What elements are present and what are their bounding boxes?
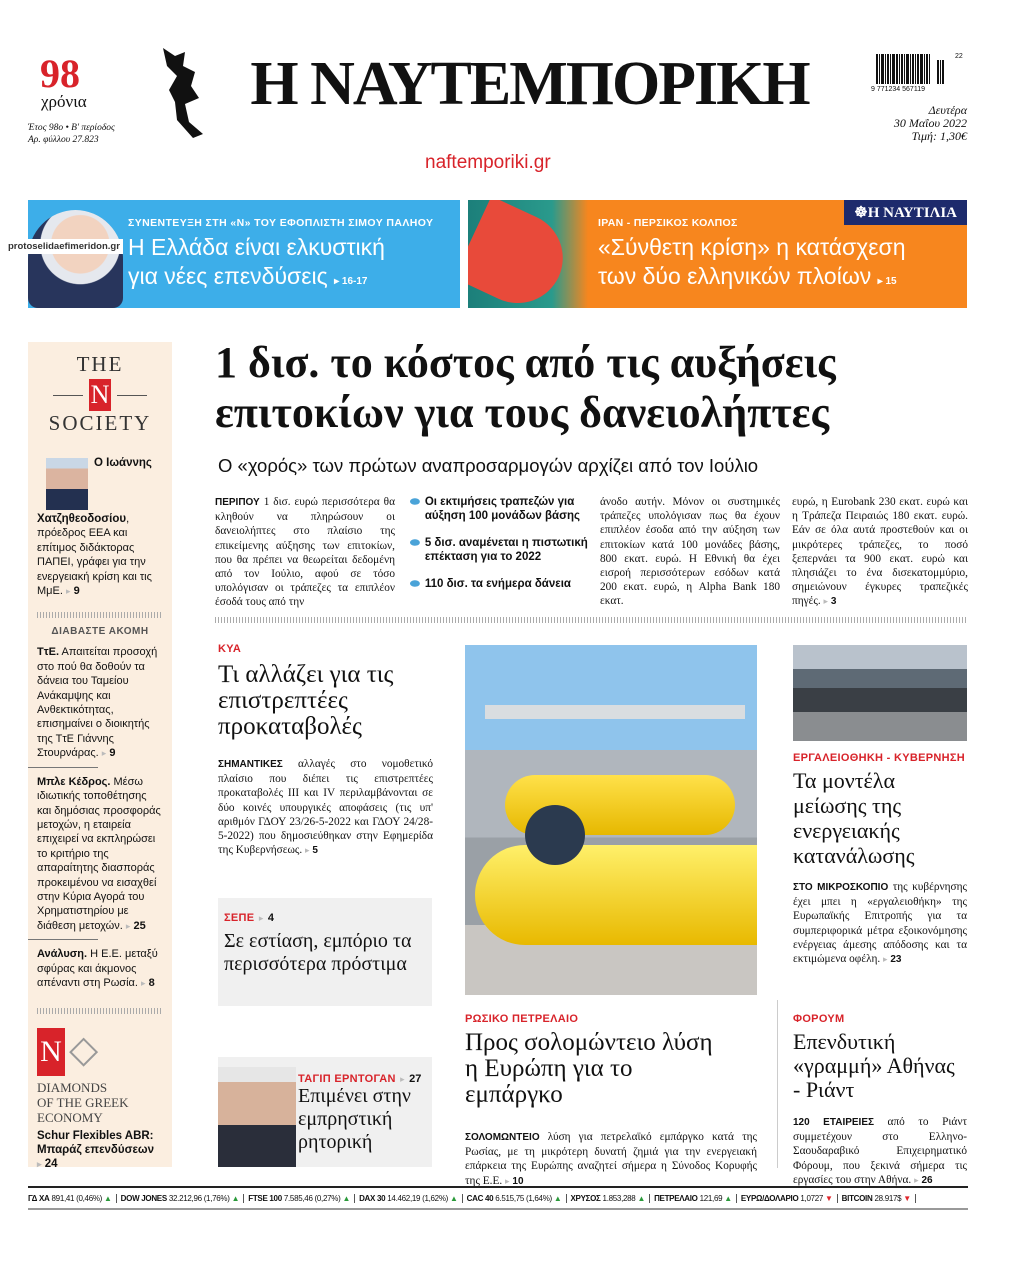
ticker-value: 1,0727	[800, 1193, 824, 1203]
ticker-value: 891,41 (0,46%)	[51, 1193, 103, 1203]
kya-body: ΣΗΜΑΝΤΙΚΕΣ αλλαγές στο νομοθετικό πλαίσιο που διέπει τις επιστρεπτέες προκαταβολές ΙΙΙ και IV περιλαμβάνονται σε δύο κοινές υπουργικές αποφάσεις (τις υπ' αριθμόν ΓΔΟΥ 23/26-5-2022 και ΓΔΟΥ 24/28-5-2022) που δημοσιεύθηκαν στην Εφημερίδα της Κυβερνήσεως. ▸ 5	[218, 758, 433, 857]
erdogan-headline: Επιμένει στην εμπρηστική ρητορική	[298, 1085, 411, 1153]
nautilia-badge: ☸Η ΝΑΥΤΙΛΙΑ	[844, 200, 967, 225]
issue-line: Έτος 98ο • Β' περίοδος	[28, 123, 115, 133]
ticker-item	[838, 1194, 916, 1203]
website-link[interactable]: naftemporiki.gr	[425, 152, 551, 173]
arrow-up-icon: ▲	[724, 1193, 732, 1203]
diamond-icon: ◇	[69, 1029, 99, 1072]
barcode-number: 9 771234 567119	[871, 86, 925, 93]
ticker-value: 7.585,46 (0,27%)	[283, 1193, 341, 1203]
banner-kicker: ΣΥΝΕΝΤΕΥΞΗ ΣΤΗ «Ν» ΤΟΥ ΕΦΟΠΛΙΣΤΗ ΣΙΜΟΥ ΠΑΛΗΟΥ	[128, 217, 434, 229]
ticker-item	[117, 1194, 245, 1203]
banner-kicker: ΙΡΑΝ - ΠΕΡΣΙΚΟΣ ΚΟΛΠΟΣ	[598, 217, 738, 229]
society-word: SOCIETY	[48, 411, 152, 435]
ticker-value: 121,69	[699, 1193, 723, 1203]
society-logo-n: N	[90, 380, 110, 409]
date: 30 Μαΐου 2022	[893, 116, 967, 130]
watermark: protoselidaefimeridon.gr	[5, 239, 123, 254]
author-photo	[46, 458, 88, 510]
ticker-value: 6.515,75 (1,64%)	[495, 1193, 552, 1203]
erdogan-box[interactable]: ΤΑΓΙΠ ΕΡΝΤΟΓΑΝ ▸ 27 Επιμένει στην εμπρηστική ρητορική	[218, 1057, 432, 1167]
interviewee-photo	[28, 210, 123, 308]
pipeline-photo	[465, 645, 757, 995]
society-article[interactable]: Ο Ιωάννης Χατζηθεοδοσίου, πρόεδρος ΕΕΑ και επίτιμος διδάκτορας ΠΑΠΕΙ, γράφει για την ενεργειακή κρίση και τις ΜμΕ. ▸ 9	[37, 457, 152, 598]
forum-label: ΦΟΡΟΥΜ	[793, 1013, 845, 1025]
sidebar-item[interactable]: Μπλε Κέδρος. Μέσω ιδιωτικής τοποθέτησης και δημόσιας προσφοράς μετοχών, η εταιρεία επιχειρεί να εκπληρώσει το κριτήριο της απαραίτητης διασποράς προκειμένου να εισαχθεί στην Κύρια Αγορά του Χρηματιστηρίου με διάθεση μετοχών. ▸ 25	[37, 775, 161, 932]
forum-headline[interactable]: Επενδυτική «γραμμή» Αθήνας - Ριάντ	[793, 1029, 955, 1102]
banner-headline: Η Ελλάδα είναι ελκυστική για νέες επενδύσεις ▸ 16-17	[128, 234, 385, 289]
oil-body: ΣΟΛΟΜΩΝΤΕΙΟ λύση για πετρελαϊκό εμπάργκο κατά της Ρωσίας, με τη μικρότερη δυνατή ζημιά για την ενεργειακή επάρκεια της Ευρώπης αναζητεί σήμερα η Σύνοδος Κορυφής της Ε.Ε. ▸ 10	[465, 1131, 757, 1187]
kya-label: ΚΥΑ	[218, 643, 242, 655]
ticker-item	[355, 1194, 463, 1203]
newspaper-title: Η ΝΑΥΤΕΜΠΟΡΙΚΗ	[250, 50, 809, 118]
price: Τιμή: 1,30€	[911, 129, 967, 143]
arrow-up-icon: ▲	[450, 1193, 458, 1203]
ticker-name: BITCOIN	[841, 1193, 873, 1203]
erdogan-photo	[218, 1067, 296, 1167]
ticker-item	[737, 1194, 838, 1203]
ticker-name: ΓΔ ΧΑ	[28, 1193, 50, 1203]
diamonds-title: DIAMONDS OF THE GREEK ECONOMY	[37, 1080, 129, 1126]
ticker-item	[28, 1194, 117, 1203]
ticker-item	[244, 1194, 355, 1203]
banner-interview[interactable]	[28, 200, 460, 308]
ticker-item	[650, 1194, 737, 1203]
ticker-name: DAX 30	[359, 1193, 386, 1203]
ticker-item	[463, 1194, 567, 1203]
day: Δευτέρα	[928, 103, 967, 117]
ticker-name: DOW JONES	[120, 1193, 167, 1203]
sidebar	[28, 342, 172, 1171]
oil-label: ΡΩΣΙΚΟ ΠΕΤΡΕΛΑΙΟ	[465, 1013, 579, 1025]
barcode-addon: 22	[955, 53, 963, 60]
traffic-photo	[793, 645, 967, 741]
ticker-name: FTSE 100	[248, 1193, 282, 1203]
banner-shipping[interactable]	[468, 200, 967, 308]
arrow-up-icon: ▲	[637, 1193, 646, 1203]
lead-body-col3: άνοδο αυτήν. Μόνον οι συστημικές τράπεζες υπολόγισαν πως θα έχουν επιπλέον έσοδα από την αύξηση των επιτοκίων κατά 100 μονάδες βάσης, 800 εκατ. ευρώ. Η Εθνική θα έχει εισροή περισσότερων εσόδων κατά 200 εκατ. ευρώ, η Alpha Bank 180 εκατ.	[600, 496, 780, 608]
sidebar-item[interactable]: Ανάλυση. Η Ε.Ε. μεταξύ σφύρας και άκμονος απέναντι στη Ρωσία. ▸ 8	[37, 948, 158, 989]
lead-subtitle: Ο «χορός» των πρώτων αναπροσαρμογών αρχίζει από τον Ιούλιο	[218, 455, 759, 476]
energy-label: ΕΡΓΑΛΕΙΟΘΗΚΗ - ΚΥΒΕΡΝΗΣΗ	[793, 752, 966, 764]
lead-bullets: ⬬ Οι εκτιμήσεις τραπεζών για αύξηση 100 μονάδων βάσης ⬬ 5 δισ. αναμένεται η πιστωτική επέκταση για το 2022 ⬬ 110 δισ. τα ενήμερα δάνεια	[410, 496, 588, 590]
ticker-value: 14.462,19 (1,62%)	[387, 1193, 449, 1203]
arrow-up-icon: ▲	[231, 1193, 240, 1203]
ticker-item	[567, 1194, 651, 1203]
lead-body-col4: ευρώ, η Eurobank 230 εκατ. ευρώ και η Τράπεζα Πειραιώς 180 εκατ. ευρώ. Εάν σε όλα αυτά προστεθούν και οι μικρότερες τράπεζες, το ποσό ξεπερνάει τα 900 εκατ. ευρώ και πλησιάζει το ένα δισεκατομμύριο, σημειώνουν έγκυρες τραπεζικές πηγές. ▸ 3	[792, 496, 968, 608]
ticker-value: 1.853,288	[602, 1193, 636, 1203]
society-the: THE	[76, 352, 124, 376]
oil-headline[interactable]: Προς σολομώντειο λύση η Ευρώπη για το εμπάργκο	[465, 1029, 713, 1108]
lead-headline[interactable]: 1 δισ. το κόστος από τις αυξήσεις επιτοκίων για τους δανειολήπτες	[215, 338, 836, 437]
energy-body: ΣΤΟ ΜΙΚΡΟΣΚΟΠΙΟ της κυβέρνησης έχει μπει η «εργαλειοθήκη» της Ευρωπαϊκής Επιτροπής για τα συμπεριφορικά μέτρα εξοικονόμησης ενέργειας άμεσης απόδοσης και τα εκτιμώμενα οφέλη. ▸ 23	[793, 881, 967, 966]
sepe-headline: Σε εστίαση, εμπόριο τα περισσότερα πρόστιμα	[224, 930, 412, 975]
kya-headline[interactable]: Τι αλλάζει για τις επιστρεπτέες προκαταβολές	[218, 661, 394, 740]
diamonds-logo-n: N	[37, 1028, 65, 1076]
lead-body-col1: ΠΕΡΙΠΟΥ 1 δισ. ευρώ περισσότερα θα κληθούν να πληρώσουν οι δανειολήπτες στο πλαίσιο της επικείμενης αύξησης των επιτοκίων, που θα πρέπει να θεωρείται δεδομένη από τον Ιούλιο, αφού σε τόσο υπολόγισαν οι τράπεζες τα επιπλέον έσοδά τους από την	[215, 496, 395, 609]
issue-date	[894, 104, 967, 143]
ticker-name: ΧΡΥΣΟΣ	[570, 1193, 601, 1203]
arrow-down-icon: ▼	[825, 1193, 833, 1203]
forum-body: 120 ΕΤΑΙΡΕΙΕΣ από το Ριάντ συμμετέχουν στο Ελληνο-Σαουδαραβικό Επιχειρηματικό Φόρουμ, που ξεκινά σήμερα τις εργασίες του στην Αθήνα. ▸ 26	[793, 1116, 967, 1186]
arrow-up-icon: ▲	[104, 1193, 112, 1203]
energy-headline[interactable]: Τα μοντέλα μείωσης της ενεργειακής κατανάλωσης	[793, 768, 915, 868]
issue-number: Αρ. φύλλου 27.823	[28, 135, 99, 145]
ticker-value: 28.917$	[874, 1193, 902, 1203]
years-number: 98	[40, 51, 80, 96]
ship-photo	[468, 200, 588, 308]
read-more-title: ΔΙΑΒΑΣΤΕ ΑΚΟΜΗ	[51, 626, 149, 638]
arrow-down-icon: ▼	[903, 1193, 911, 1203]
diamonds-article[interactable]: Schur Flexibles ABR: Μπαράζ επενδύσεων ▸ 24	[37, 1130, 155, 1171]
banner-headline: «Σύνθετη κρίση» η κατάσχεση των δύο ελληνικών πλοίων ▸ 15	[598, 234, 906, 289]
arrow-up-icon: ▲	[553, 1193, 562, 1203]
arrow-up-icon: ▲	[342, 1193, 351, 1203]
years-word: χρόνια	[41, 92, 87, 111]
sidebar-item[interactable]: ΤτΕ. Απαιτείται προσοχή στο πού θα δοθούν τα δάνεια του Ταμείου Ανάκαμψης και Ανθεκτικότητας, επισημαίνει ο διοικητής της ΤτΕ Γιάννης Στουρνάρας. ▸ 9	[37, 646, 158, 760]
ticker-name: CAC 40	[466, 1193, 494, 1203]
ticker-value: 32.212,96 (1,76%)	[168, 1193, 230, 1203]
market-ticker	[28, 1186, 968, 1210]
hermes-logo-icon	[155, 42, 210, 142]
ticker-name: ΠΕΤΡΕΛΑΙΟ	[654, 1193, 698, 1203]
ticker-name: ΕΥΡΩ/ΔΟΛΑΡΙΟ	[740, 1193, 799, 1203]
sepe-box[interactable]: ΣΕΠΕ ▸ 4 Σε εστίαση, εμπόριο τα περισσότερα πρόστιμα	[218, 898, 432, 1006]
